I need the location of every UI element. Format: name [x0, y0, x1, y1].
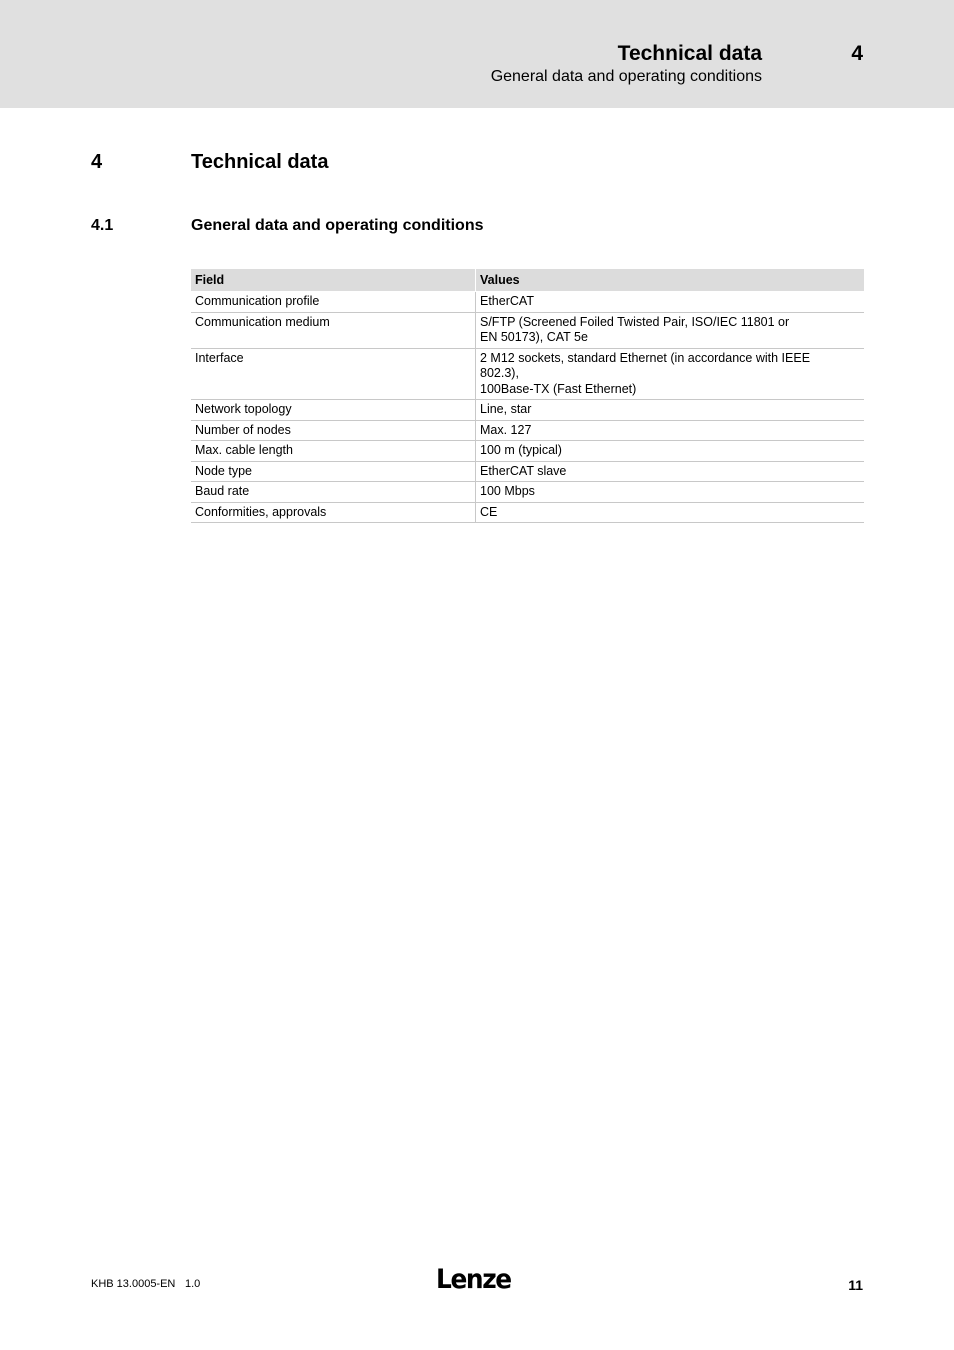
table-row	[191, 400, 864, 421]
cell-value	[476, 292, 865, 313]
cell-field: Number of nodes	[191, 420, 476, 441]
table-row	[191, 441, 864, 462]
page-number: 11	[848, 1277, 863, 1293]
header-title: Technical data	[617, 42, 762, 65]
cell-value-line: EtherCAT slave	[480, 463, 567, 478]
cell-value	[476, 312, 865, 348]
cell-field: Node type	[191, 461, 476, 482]
cell-field: Conformities, approvals	[191, 502, 476, 523]
subsection-title: General data and operating conditions	[191, 217, 484, 234]
cell-value-line: 100 Mbps	[480, 484, 535, 498]
subsection-number: 4.1	[91, 217, 114, 234]
cell-value-line: EtherCAT	[480, 294, 534, 308]
cell-value-line: EN 50173), CAT 5e	[480, 330, 588, 344]
cell-value-line: CE	[480, 504, 498, 519]
cell-value	[476, 502, 865, 523]
footer-document-id: KHB 13.0005-EN	[91, 1278, 176, 1290]
column-header-field: Field	[191, 269, 476, 292]
table-row	[191, 312, 864, 348]
table-row	[191, 502, 864, 523]
table-header-row	[191, 269, 864, 292]
cell-field: Network topology	[191, 400, 476, 421]
section-number: 4	[91, 151, 103, 173]
cell-value	[476, 420, 865, 441]
cell-value-line: 100Base-TX (Fast Ethernet)	[480, 381, 637, 396]
cell-value-line: Max. 127	[480, 422, 532, 437]
table-row	[191, 348, 864, 400]
cell-field: Communication medium	[191, 312, 476, 348]
cell-field: Communication profile	[191, 292, 476, 313]
cell-value	[476, 482, 865, 503]
cell-value-line: 100 m (typical)	[480, 443, 562, 457]
cell-value-line: 2 M12 sockets, standard Ethernet (in accordance with IEEE	[480, 350, 811, 365]
table-row	[191, 482, 864, 503]
cell-value	[476, 348, 865, 400]
cell-value	[476, 441, 865, 462]
header-chapter-number: 4	[851, 42, 863, 65]
cell-value	[476, 400, 865, 421]
cell-value-line: 802.3),	[480, 366, 519, 380]
cell-value-line: Line, star	[480, 402, 532, 416]
header-subtitle: General data and operating conditions	[490, 68, 762, 85]
table-row	[191, 420, 864, 441]
cell-field: Max. cable length	[191, 441, 476, 462]
table-row	[191, 461, 864, 482]
footer-version: 1.0	[185, 1278, 201, 1290]
page-header-band	[0, 0, 954, 108]
cell-field: Interface	[191, 348, 476, 400]
table-row	[191, 292, 864, 313]
cell-field: Baud rate	[191, 482, 476, 503]
lenze-logo: Lenze	[436, 1264, 511, 1295]
cell-value	[476, 461, 865, 482]
technical-data-table	[191, 269, 864, 523]
cell-value-line: S/FTP (Screened Foiled Twisted Pair, ISO/IEC 11801 or	[480, 314, 790, 329]
section-title: Technical data	[191, 151, 329, 173]
column-header-values: Values	[476, 269, 865, 292]
